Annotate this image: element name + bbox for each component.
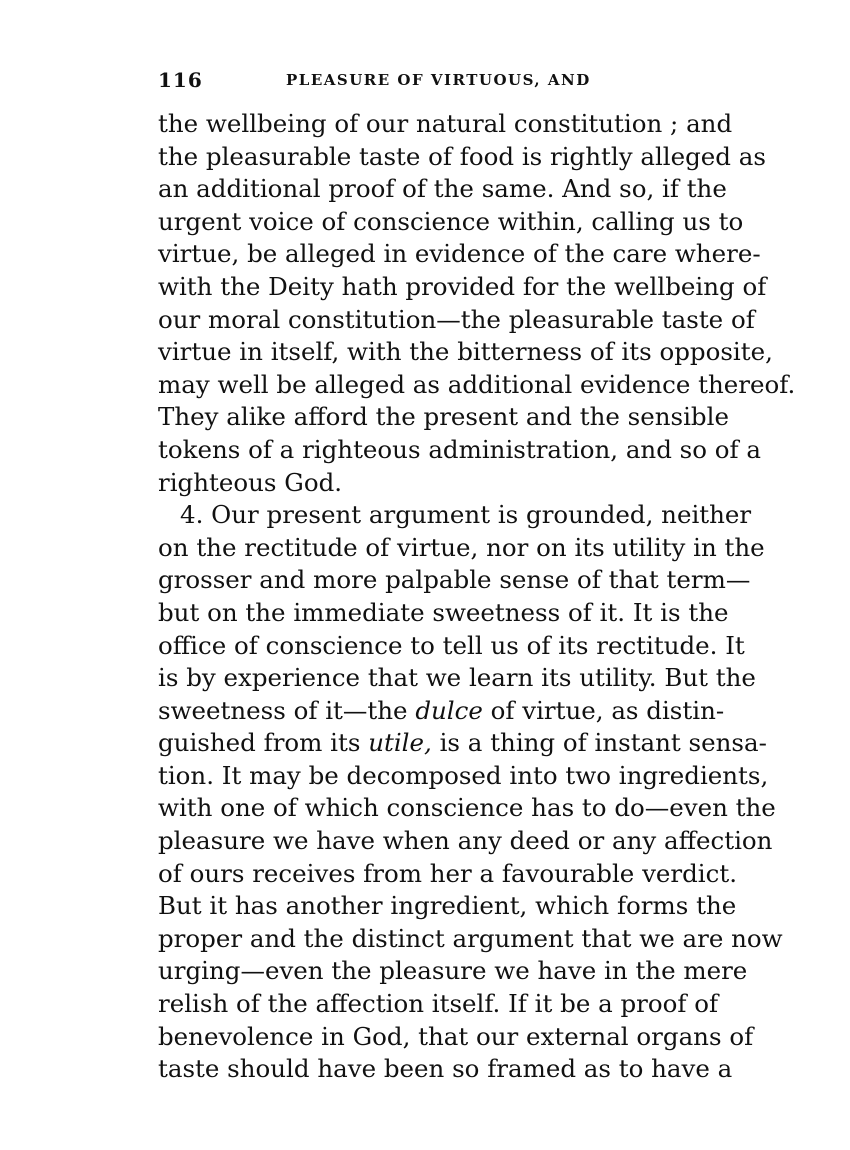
text-line: with one of which conscience has to do—even the [158, 793, 776, 823]
text-line: office of conscience to tell us of its rectitude. It [158, 630, 745, 660]
text-segment: is a thing of instant sensa- [431, 728, 767, 758]
page-number: 116 [158, 68, 203, 92]
text-line: righteous God. [158, 467, 343, 497]
paragraph-start-line: 4. Our present argument is grounded, neither [180, 500, 752, 530]
text-line: They alike afford the present and the sensible [158, 402, 729, 432]
text-line: with the Deity hath provided for the wellbeing of [158, 271, 767, 301]
text-line: tion. It may be decomposed into two ingredients, [158, 760, 769, 790]
text-line: relish of the affection itself. If it be a proof of [158, 989, 719, 1019]
text-line: benevolence in God, that our external organs of [158, 1021, 754, 1051]
text-line: the pleasurable taste of food is rightly alleged as [158, 141, 766, 171]
italic-term-utile: utile, [368, 728, 432, 758]
text-line: is by experience that we learn its utility. But the [158, 663, 756, 693]
text-line: but on the immediate sweetness of it. It is the [158, 597, 729, 627]
text-line: taste should have been so framed as to have a [158, 1054, 733, 1084]
text-segment: guished from its [158, 728, 369, 758]
text-line: urgent voice of conscience within, calling us to [158, 206, 744, 236]
text-line: urging—even the pleasure we have in the mere [158, 956, 748, 986]
text-line: the wellbeing of our natural constitution ; and [158, 109, 733, 138]
running-head: PLEASURE OF VIRTUOUS, AND [286, 71, 591, 89]
text-line: an additional proof of the same. And so, if the [158, 174, 727, 204]
text-line: virtue, be alleged in evidence of the care where- [158, 239, 761, 269]
text-line: But it has another ingredient, which forms the [158, 891, 737, 921]
italic-term-dulce: dulce [415, 695, 483, 725]
text-line: may well be alleged as additional evidence thereof. [158, 369, 796, 399]
body-text [158, 108, 796, 1086]
text-line: tokens of a righteous administration, and so of a [158, 434, 762, 464]
text-segment: of virtue, as distin- [482, 695, 725, 725]
text-line: pleasure we have when any deed or any affection [158, 826, 773, 856]
text-line: proper and the distinct argument that we are now [158, 923, 783, 953]
text-line: on the rectitude of virtue, nor on its utility in the [158, 532, 765, 562]
text-line: of ours receives from her a favourable verdict. [158, 858, 737, 888]
text-line [158, 695, 725, 728]
text-line: our moral constitution—the pleasurable taste of [158, 304, 755, 334]
page-header [158, 68, 703, 98]
text-segment: sweetness of it—the [158, 695, 416, 725]
text-line: grosser and more palpable sense of that term— [158, 565, 751, 595]
text-line: virtue in itself, with the bitterness of its opposite, [158, 337, 773, 367]
text-line [158, 727, 767, 760]
